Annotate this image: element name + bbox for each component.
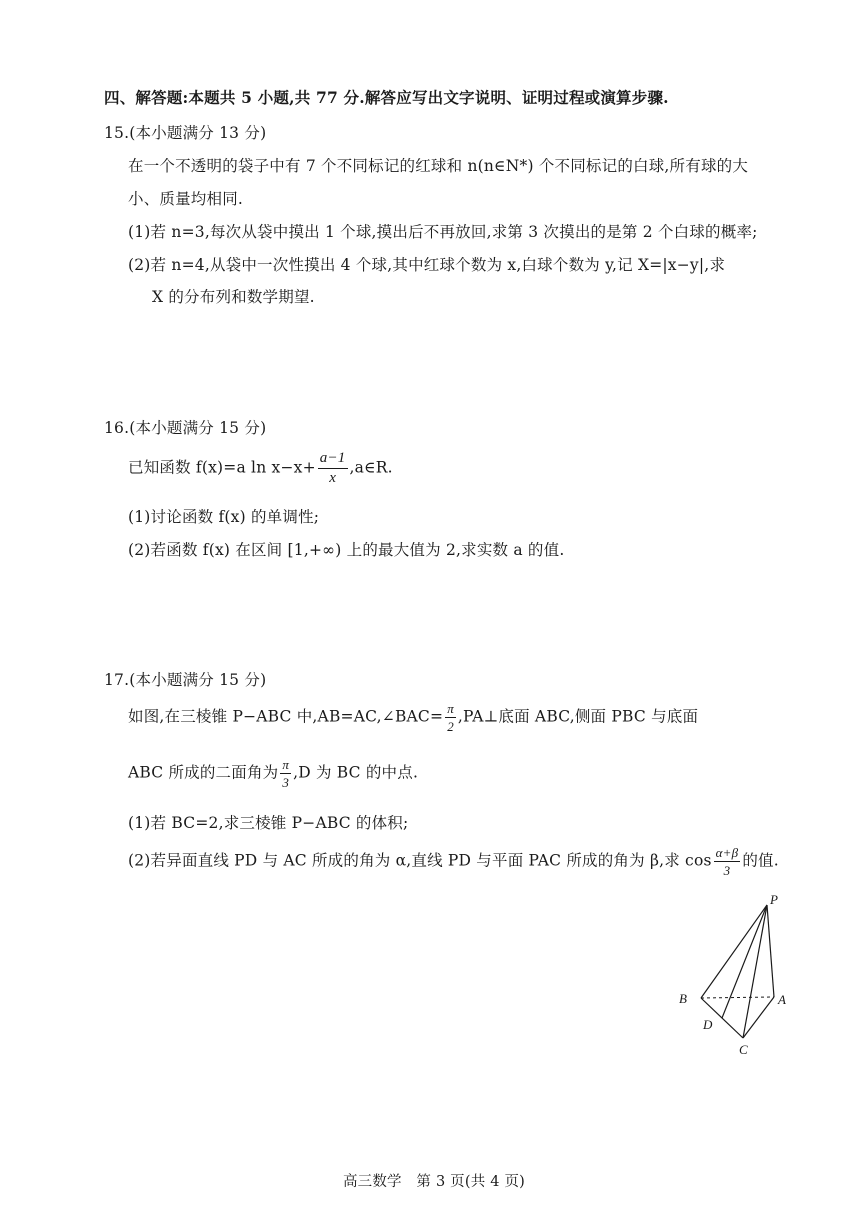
label-B: B bbox=[679, 991, 687, 1006]
q16-part2: (2)若函数 f(x) 在区间 [1,+∞) 上的最大值为 2,求实数 a 的值. bbox=[128, 541, 565, 559]
q15-part2-line2: X 的分布列和数学期望. bbox=[152, 288, 315, 306]
q17-stem1-prefix: 如图,在三棱锥 P−ABC 中,AB=AC,∠BAC= bbox=[128, 707, 444, 726]
q17-stem1-suffix: ,PA⊥底面 ABC,侧面 PBC 与底面 bbox=[457, 707, 699, 726]
q16-part1: (1)讨论函数 f(x) 的单调性; bbox=[128, 508, 320, 526]
q17-stem-line2 bbox=[128, 758, 418, 789]
edge-PB bbox=[701, 905, 767, 998]
q17-part2-fraction bbox=[714, 846, 741, 877]
edge-BA-hidden bbox=[701, 997, 774, 998]
label-A: A bbox=[778, 992, 786, 1007]
q15-title: 15.(本小题满分 13 分) bbox=[104, 124, 267, 142]
q16-frac-numerator: a−1 bbox=[318, 451, 348, 469]
q15-part1: (1)若 n=3,每次从袋中摸出 1 个球,摸出后不再放回,求第 3 次摸出的是第 2 个白球的概率; bbox=[128, 223, 758, 241]
q17-title: 17.(本小题满分 15 分) bbox=[104, 671, 267, 689]
q15-part2-line1: (2)若 n=4,从袋中一次性摸出 4 个球,其中红球个数为 x,白球个数为 y,记 X=|x−y|,求 bbox=[128, 256, 726, 274]
q17-part2-prefix: (2)若异面直线 PD 与 AC 所成的角为 α,直线 PD 与平面 PAC 所成的角为 β,求 cos bbox=[128, 851, 712, 870]
q16-frac-denominator: x bbox=[329, 470, 337, 486]
label-D: D bbox=[703, 1017, 713, 1032]
q17-part2-frac-numerator: α+β bbox=[715, 845, 739, 860]
page-footer: 高三数学 第 3 页(共 4 页) bbox=[342, 1174, 526, 1190]
q16-stem-fraction bbox=[318, 451, 348, 486]
q17-stem2-fraction bbox=[280, 758, 291, 789]
q17-part2 bbox=[128, 846, 779, 877]
edge-PD bbox=[722, 905, 767, 1018]
q15-stem-line2: 小、质量均相同. bbox=[128, 190, 244, 208]
q17-stem1-frac-denominator: 2 bbox=[447, 719, 454, 734]
label-C: C bbox=[739, 1042, 748, 1057]
tetrahedron-figure bbox=[670, 890, 800, 1065]
edge-AC bbox=[743, 997, 774, 1038]
label-P: P bbox=[770, 892, 778, 907]
section-header: 四、解答题:本题共 5 小题,共 77 分.解答应写出文字说明、证明过程或演算步骤. bbox=[104, 88, 669, 107]
q17-part2-frac-denominator: 3 bbox=[723, 863, 731, 878]
edge-PC bbox=[743, 905, 767, 1038]
q16-stem-suffix: ,a∈R. bbox=[349, 458, 393, 477]
q16-title: 16.(本小题满分 15 分) bbox=[104, 419, 267, 437]
q16-stem-prefix: 已知函数 f(x)=a ln x−x+ bbox=[128, 458, 316, 477]
q17-part1: (1)若 BC=2,求三棱锥 P−ABC 的体积; bbox=[128, 814, 409, 832]
edge-PA bbox=[767, 905, 774, 997]
q16-stem bbox=[128, 451, 393, 486]
q17-stem1-frac-numerator: π bbox=[447, 701, 454, 716]
q17-stem2-frac-numerator: π bbox=[282, 757, 290, 772]
q17-part2-suffix: 的值. bbox=[742, 851, 779, 870]
q17-stem2-suffix: ,D 为 BC 的中点. bbox=[293, 763, 419, 782]
q15-stem-line1: 在一个不透明的袋子中有 7 个不同标记的红球和 n(n∈N*) 个不同标记的白球,所有球的大 bbox=[128, 157, 749, 175]
q17-stem1-fraction bbox=[445, 702, 456, 733]
q17-stem-line1 bbox=[128, 702, 698, 733]
q17-stem2-frac-denominator: 3 bbox=[282, 775, 290, 790]
q17-stem2-prefix: ABC 所成的二面角为 bbox=[128, 763, 279, 782]
